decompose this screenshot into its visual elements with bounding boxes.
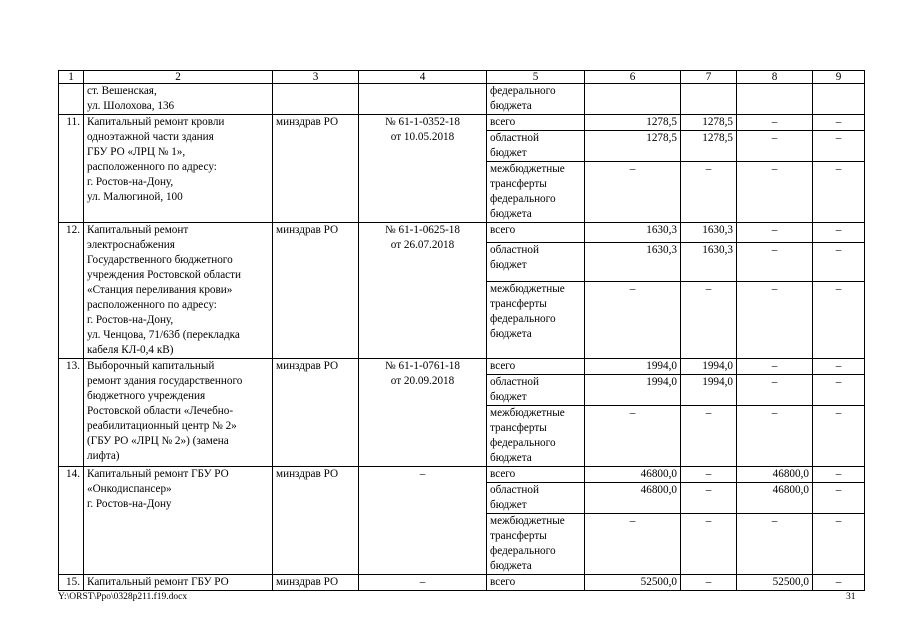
row-number-cell: 11. [59,115,84,223]
object-name-line: «Онкодиспансер» [87,483,172,495]
object-name-line: ГБУ РО «ЛРЦ № 1», [87,146,186,158]
fund-source-line: межбюджетные [490,283,565,296]
value-cell: – [813,223,865,243]
value-cell: 1278,5 [681,115,737,131]
value-cell: 1278,5 [585,115,681,131]
object-name-line: электроснабжения [87,239,175,251]
value-cell: 1994,0 [585,375,681,406]
document-cell [359,575,487,591]
document-cell [359,467,487,575]
fund-source-cell [487,483,585,514]
value-cell: – [737,162,813,223]
value-cell: – [681,406,737,467]
value-cell: – [585,406,681,467]
value-cell: – [737,243,813,282]
value-cell: – [813,131,865,162]
value-cell: 46800,0 [585,483,681,514]
object-name-line: г. Ростов-на-Дону, [87,314,174,326]
fund-source-cell [487,467,585,483]
value-cell [737,84,813,115]
document-line: № 61-1-0352-18 [385,116,460,128]
fund-source-line: трансферты [490,298,547,311]
value-cell [585,84,681,115]
value-cell: 46800,0 [737,483,813,514]
value-cell: 46800,0 [737,467,813,483]
fund-source-line: федерального [490,193,556,205]
object-name-line: г. Ростов-на-Дону, [87,176,174,188]
document-line: – [419,576,426,588]
value-cell: – [813,162,865,223]
fund-source-line: трансферты [490,178,547,190]
table-row [59,115,865,131]
fund-source-line: бюджета [490,452,532,464]
value-cell: – [813,282,865,359]
object-name-line: расположенного по адресу: [87,161,217,173]
header-row [59,71,865,84]
row-number-cell: 13. [59,359,84,467]
value-cell: – [813,483,865,514]
document-line: от 20.09.2018 [390,375,455,387]
fund-source-line: бюджет [490,259,527,272]
value-cell: – [737,359,813,375]
document-cell [359,223,487,359]
object-name-line: (ГБУ РО «ЛРЦ № 2») (замена [87,435,229,447]
continuation-row [59,84,865,115]
object-name-cell [84,575,273,591]
row-number-cell: 15. [59,575,84,591]
budget-table [58,70,865,591]
page-number: 31 [846,592,856,602]
document-cell [359,359,487,467]
organization-cell: минздрав РО [273,359,359,467]
document-cell [359,115,487,223]
header-cell: 7 [681,71,737,84]
fund-source-line: федерального [490,545,556,557]
value-cell: 52500,0 [737,575,813,591]
fund-source-cell [487,223,585,243]
footer-file-path: Y:\ORST\Ppo\0328p211.f19.docx [58,592,188,602]
document-line: – [419,468,426,480]
organization-cell: минздрав РО [273,575,359,591]
fund-source-line: бюджета [490,100,532,112]
object-name-line: Выборочный капитальный [87,360,215,372]
fund-source-cell [487,575,585,591]
object-name-line: кабеля КЛ-0,4 кВ) [87,344,174,356]
value-cell: 1630,3 [681,223,737,243]
fund-source-line: федерального [490,313,556,326]
fund-source-line: бюджет [490,499,527,511]
fund-source-line: бюджет [490,391,527,403]
document-cell [359,84,487,115]
fund-source-line: всего [490,576,516,588]
organization-cell: минздрав РО [273,115,359,223]
object-name-cell [84,467,273,575]
document-line: от 10.05.2018 [390,131,455,143]
value-cell: – [737,375,813,406]
fund-source-cell [487,406,585,467]
organization-cell: минздрав РО [273,223,359,359]
value-cell: – [813,375,865,406]
value-cell: – [813,359,865,375]
fund-source-line: бюджета [490,328,532,341]
object-name-cell [84,223,273,359]
organization-cell [273,84,359,115]
fund-source-line: федерального [490,85,556,97]
value-cell: – [737,406,813,467]
object-name-line: ст. Вешенская, [87,85,157,97]
value-cell: – [813,575,865,591]
object-name-line: Государственного бюджетного [87,254,233,266]
value-cell: – [813,406,865,467]
object-name-line: ремонт здания государственного [87,375,243,387]
value-cell: 1994,0 [681,359,737,375]
fund-source-cell [487,359,585,375]
object-name-line: бюджетного учреждения [87,390,206,402]
value-cell: – [585,162,681,223]
fund-source-line: трансферты [490,422,547,434]
object-name-line: лифта) [87,450,120,462]
object-name-line: Капитальный ремонт ГБУ РО [87,576,229,588]
fund-source-line: федерального [490,437,556,449]
row-number-cell: 14. [59,467,84,575]
object-name-line: ул. Ченцова, 71/63б (перекладка [87,329,240,341]
value-cell: – [737,115,813,131]
object-name-line: Капитальный ремонт кровли [87,116,225,128]
value-cell: 1630,3 [681,243,737,282]
header-cell: 3 [273,71,359,84]
fund-source-line: областной [490,132,539,144]
value-cell: 1630,3 [585,223,681,243]
header-cell: 1 [59,71,84,84]
value-cell: 1278,5 [585,131,681,162]
fund-source-cell [487,131,585,162]
header-cell: 4 [359,71,487,84]
fund-source-cell [487,243,585,282]
header-cell: 8 [737,71,813,84]
table-row [59,467,865,483]
value-cell: – [813,467,865,483]
object-name-line: Капитальный ремонт [87,224,189,236]
object-name-cell [84,84,273,115]
header-cell: 9 [813,71,865,84]
fund-source-line: областной [490,484,539,496]
object-name-line: расположенного по адресу: [87,299,217,311]
fund-source-line: бюджет [490,147,527,159]
value-cell: – [681,467,737,483]
fund-source-cell [487,84,585,115]
fund-source-line: всего [490,224,516,236]
value-cell: 52500,0 [585,575,681,591]
object-name-line: Ростовской области «Лечебно- [87,405,234,417]
fund-source-line: всего [490,468,516,480]
value-cell: – [737,223,813,243]
object-name-line: ул. Малюгиной, 100 [87,191,183,203]
object-name-cell [84,359,273,467]
object-name-line: ул. Шолохова, 136 [87,100,175,112]
value-cell: 1994,0 [585,359,681,375]
value-cell [681,84,737,115]
value-cell: – [737,282,813,359]
value-cell: – [681,575,737,591]
fund-source-line: всего [490,360,516,372]
document-line: № 61-1-0625-18 [385,224,460,236]
table-row [59,223,865,243]
fund-source-line: трансферты [490,530,547,542]
value-cell: 1630,3 [585,243,681,282]
fund-source-cell [487,162,585,223]
fund-source-line: межбюджетные [490,515,565,527]
fund-source-line: областной [490,376,539,388]
header-cell: 2 [84,71,273,84]
value-cell: 1994,0 [681,375,737,406]
fund-source-line: областной [490,244,539,257]
value-cell: – [681,483,737,514]
fund-source-line: всего [490,116,516,128]
value-cell: – [813,514,865,575]
fund-source-cell [487,375,585,406]
object-name-cell [84,115,273,223]
value-cell: – [585,282,681,359]
value-cell [813,84,865,115]
organization-cell: минздрав РО [273,467,359,575]
fund-source-line: межбюджетные [490,163,565,175]
row-number-cell: 12. [59,223,84,359]
table-row [59,359,865,375]
document-line: от 26.07.2018 [390,239,455,251]
object-name-line: реабилитационный центр № 2» [87,420,237,432]
value-cell: – [737,131,813,162]
value-cell: 1278,5 [681,131,737,162]
fund-source-cell [487,282,585,359]
header-cell: 6 [585,71,681,84]
value-cell: – [681,162,737,223]
fund-source-cell [487,514,585,575]
value-cell: 46800,0 [585,467,681,483]
value-cell: – [681,514,737,575]
row-number-cell [59,84,84,115]
value-cell: – [737,514,813,575]
object-name-line: «Станция переливания крови» [87,284,233,296]
table-body [59,71,865,591]
object-name-line: Капитальный ремонт ГБУ РО [87,468,229,480]
value-cell: – [585,514,681,575]
header-cell: 5 [487,71,585,84]
object-name-line: учреждения Ростовской области [87,269,242,281]
fund-source-cell [487,115,585,131]
value-cell: – [813,243,865,282]
fund-source-line: бюджета [490,560,532,572]
table-row [59,575,865,591]
fund-source-line: межбюджетные [490,407,565,419]
object-name-line: г. Ростов-на-Дону [87,498,172,510]
value-cell: – [813,115,865,131]
object-name-line: одноэтажной части здания [87,131,214,143]
value-cell: – [681,282,737,359]
fund-source-line: бюджета [490,208,532,220]
document-line: № 61-1-0761-18 [385,360,460,372]
